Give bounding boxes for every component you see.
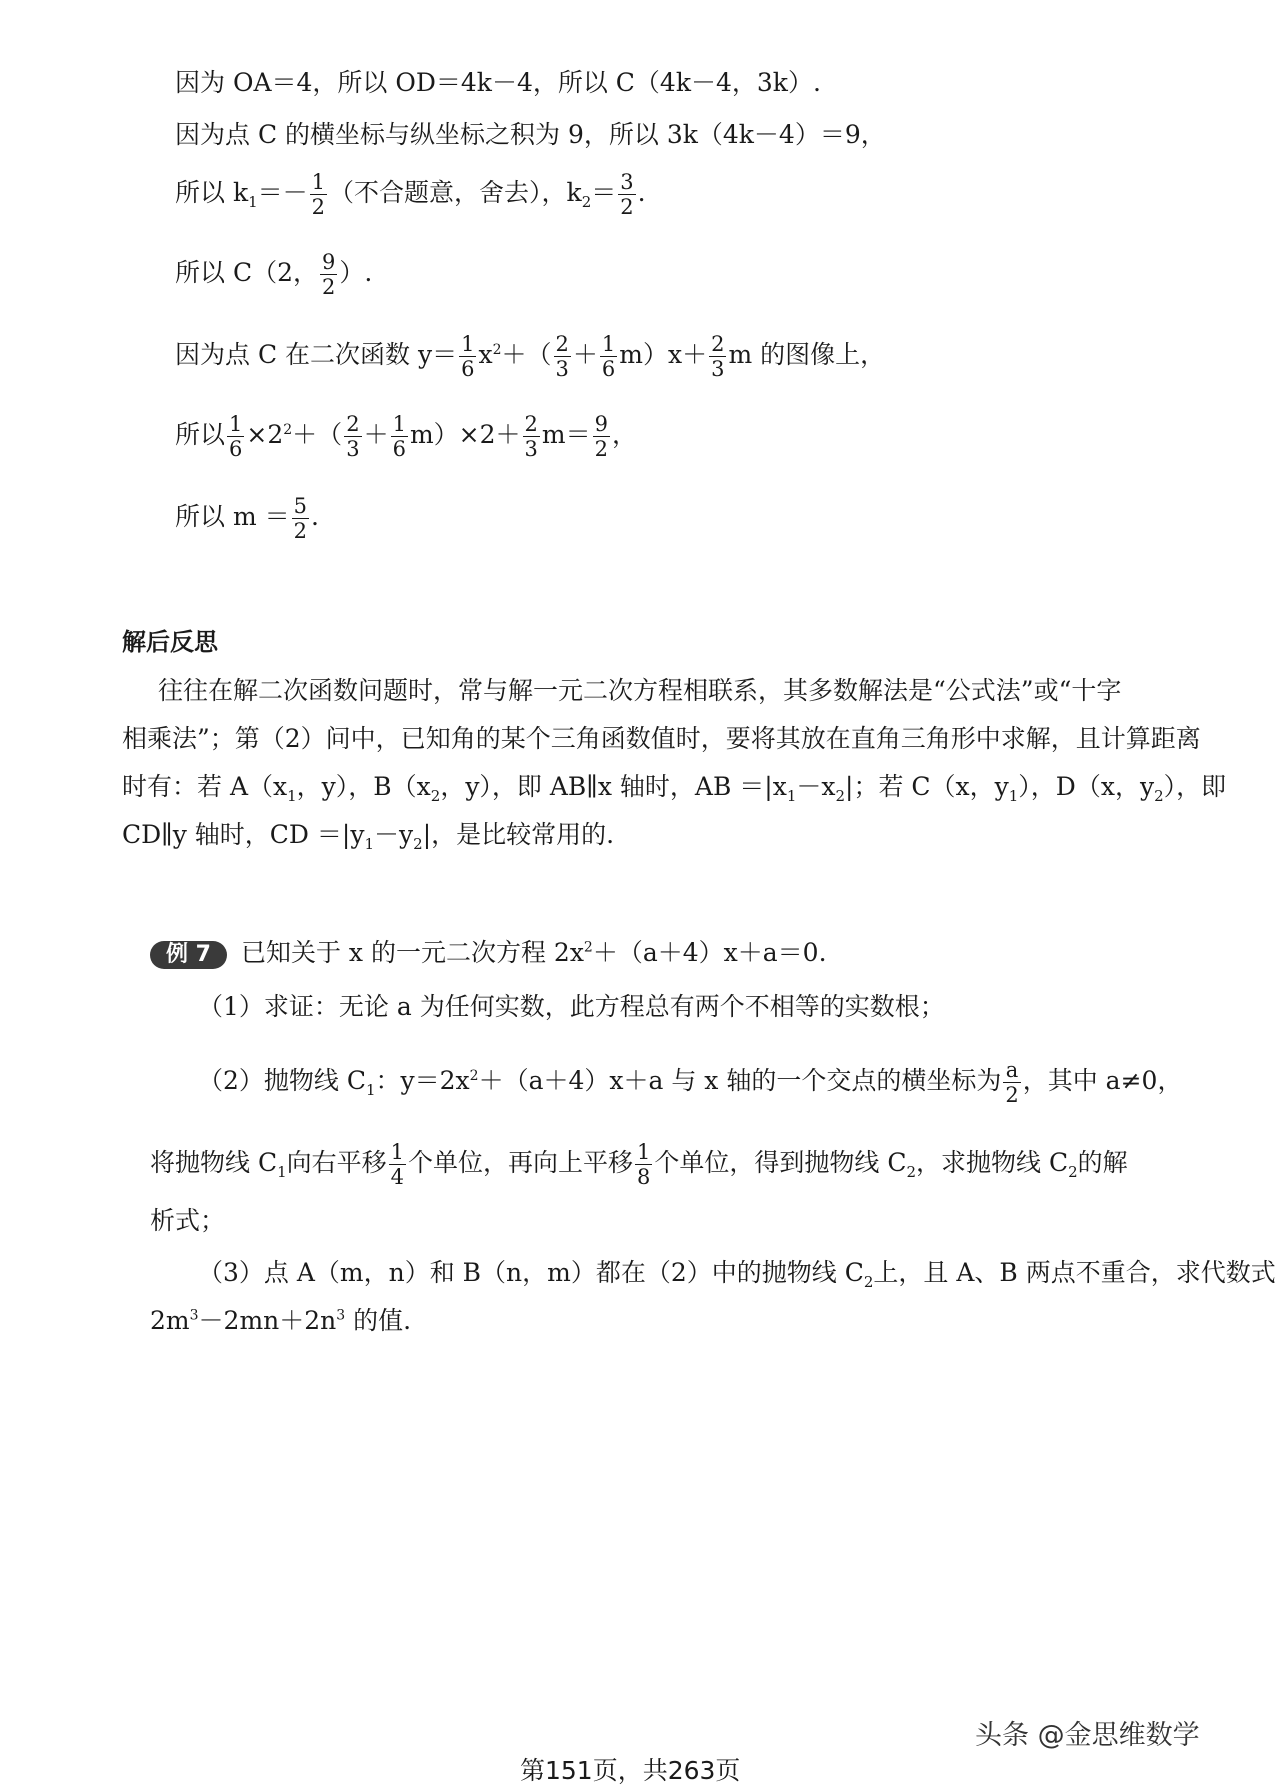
fraction: $\frac{1}{6}$ xyxy=(461,332,475,382)
fraction: $\frac{9}{2}$ xyxy=(594,412,608,462)
fraction: $\frac{1}{2}$ xyxy=(311,170,326,220)
fraction: $\frac{a}{2}$ xyxy=(1005,1058,1019,1108)
solution-line-5: 因为点 C 在二次函数 y＝ $\frac{1}{6}$ $x^2+$（ $\frac{2}{3}$ ＋ $\frac{1}{6}$ m）x＋ $\frac{2}{3}$ m 的图像上， xyxy=(175,332,886,382)
page-footer: 第151页，共263页 xyxy=(520,1756,741,1785)
solution-line-7: 所以 m ＝ $\frac{5}{2}$ . xyxy=(175,494,319,544)
fraction: $\frac{2}{3}$ xyxy=(555,332,569,382)
watermark: 头条 @金思维数学 xyxy=(975,1720,1200,1751)
example-question-3: （3）点 A（m，n）和 B（n，m）都在（2）中的抛物线 $C_2$上，且 A、B 两点不重合，求代数式 xyxy=(198,1258,1276,1291)
example-question-1: （1）求证：无论 a 为任何实数，此方程总有两个不相等的实数根； xyxy=(198,992,945,1021)
fraction: $\frac{1}{4}$ xyxy=(390,1140,405,1190)
fraction: $\frac{2}{3}$ xyxy=(346,412,360,462)
solution-line-6: 所以 $\frac{1}{6}$ $\times 2^2+$（ $\frac{2}{3}$ ＋ $\frac{1}{6}$ m）×2＋ $\frac{2}{3}$ m＝ $\frac{9}{2}$ ， xyxy=(175,412,637,462)
example-question-2-line-3: 析式； xyxy=(150,1206,226,1235)
reflection-line-3: 时有：若 $A(x_1$，y），$B(x_2$，y），即 AB∥x 轴时，AB $=|x_1-x_2|$；若 C（x，$y_1$），D（x，$y_2$），即 xyxy=(122,772,1227,805)
example-question-2-line-2: 将抛物线 $C_1$向右平移 $\frac{1}{4}$ 个单位，再向上平移 $\frac{1}{8}$ 个单位，得到抛物线 $C_2$，求抛物线 $C_2$的解 xyxy=(150,1140,1128,1190)
fraction: $\frac{9}{2}$ xyxy=(321,250,336,300)
fraction: $\frac{1}{8}$ xyxy=(637,1140,651,1190)
example-question-3-line-2: $2m^3-2mn+2n^3$ 的值. xyxy=(150,1306,412,1335)
example-badge: 例 7 xyxy=(150,941,227,969)
solution-line-1: 因为 OA＝4，所以 OD＝4k－4，所以 C（4k－4，3k）. xyxy=(175,68,821,97)
reflection-line-4: CD∥y 轴时，CD $=|y_1-y_2|$，是比较常用的. xyxy=(122,820,615,853)
fraction: $\frac{1}{6}$ xyxy=(392,412,406,462)
fraction: $\frac{5}{2}$ xyxy=(293,494,307,544)
fraction: $\frac{1}{6}$ xyxy=(601,332,616,382)
solution-line-2: 因为点 C 的横坐标与纵坐标之积为 9，所以 3k（4k－4）＝9， xyxy=(175,120,886,149)
fraction: $\frac{2}{3}$ xyxy=(711,332,725,382)
fraction: $\frac{1}{6}$ xyxy=(229,412,243,462)
example-stem: 例 7 已知关于 x 的一元二次方程 $2x^2+(a+4)x+a=0$. xyxy=(150,940,827,969)
fraction: $\frac{3}{2}$ xyxy=(620,170,634,220)
reflection-line-1: 往往在解二次函数问题时，常与解一元二次方程相联系，其多数解法是“公式法”或“十字 xyxy=(158,676,1122,705)
reflection-line-2: 相乘法”；第（2）问中，已知角的某个三角函数值时，要将其放在直角三角形中求解，且计算距离 xyxy=(122,724,1201,753)
solution-line-4: 所以 C（2， $\frac{9}{2}$ ）. xyxy=(175,250,373,300)
example-question-2: （2）抛物线 $C_1$：$y=2x^2+(a+4)x+a$ 与 x 轴的一个交点的横坐标为 $\frac{a}{2}$ ，其中 a≠0， xyxy=(198,1058,1183,1108)
solution-line-3: 所以 $k_1=-$ $\frac{1}{2}$ （不合题意，舍去），$k_2=$ $\frac{3}{2}$ . xyxy=(175,170,646,220)
fraction: $\frac{2}{3}$ xyxy=(524,412,538,462)
reflection-title: 解后反思 xyxy=(122,628,218,656)
